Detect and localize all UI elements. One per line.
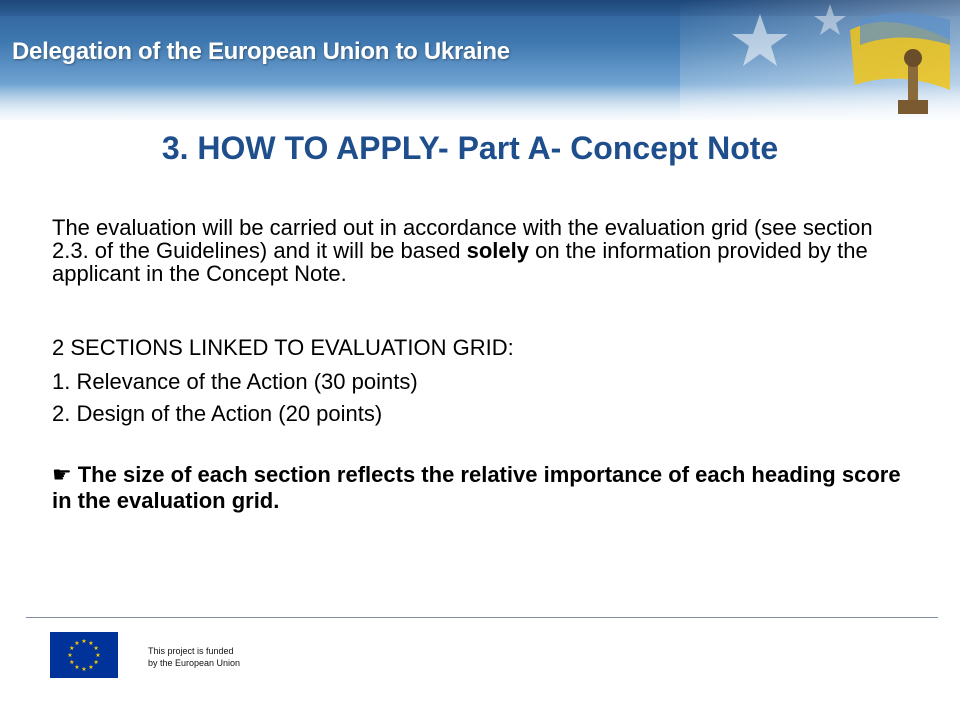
header-banner: [0, 0, 960, 120]
funding-notice: [148, 645, 240, 669]
intro-text-part1: The evaluation will be carried out in accordance with the evaluation grid (see section 2.3. of the Guidelines) and it will be based: [52, 215, 873, 263]
importance-note: [52, 462, 902, 514]
slide-title: 3. HOW TO APPLY- Part A- Concept Note: [161, 130, 779, 166]
intro-paragraph: [52, 216, 902, 285]
flag-star: ★: [88, 664, 94, 672]
footer-divider: [26, 617, 938, 618]
funding-notice-line2: by the European Union: [148, 658, 241, 668]
importance-note-text: The size of each section reflects the relative importance of each heading score in the evaluation grid.: [52, 462, 901, 513]
flag-star: ★: [88, 639, 94, 647]
section-item-relevance: 1. Relevance of the Action (30 points): [52, 369, 418, 394]
banner-title: Delegation of the European Union to Ukraine: [12, 38, 510, 65]
section-item-design: 2. Design of the Action (20 points): [52, 401, 383, 426]
flag-star: ★: [93, 645, 99, 652]
flag-star: ★: [93, 659, 99, 666]
flag-star: ★: [69, 659, 75, 666]
eu-flag-icon: [50, 632, 118, 678]
ukraine-eu-decorative-art: [680, 0, 960, 120]
pointing-hand-icon: ☛: [52, 462, 72, 487]
intro-bold-word: solely: [466, 238, 529, 263]
intro-text-part2: on the information provided by the applicant in the Concept Note.: [52, 238, 868, 286]
flag-star: ★: [74, 664, 80, 672]
flag-star: ★: [74, 639, 80, 647]
flag-star: ★: [69, 645, 75, 652]
flag-star: ★: [81, 666, 87, 673]
flag-star: ★: [95, 652, 101, 659]
flag-star: ★: [81, 638, 87, 645]
sections-heading: 2 SECTIONS LINKED TO EVALUATION GRID:: [52, 335, 514, 360]
funding-notice-line1: This project is funded: [148, 646, 234, 656]
flag-star: ★: [67, 652, 73, 659]
